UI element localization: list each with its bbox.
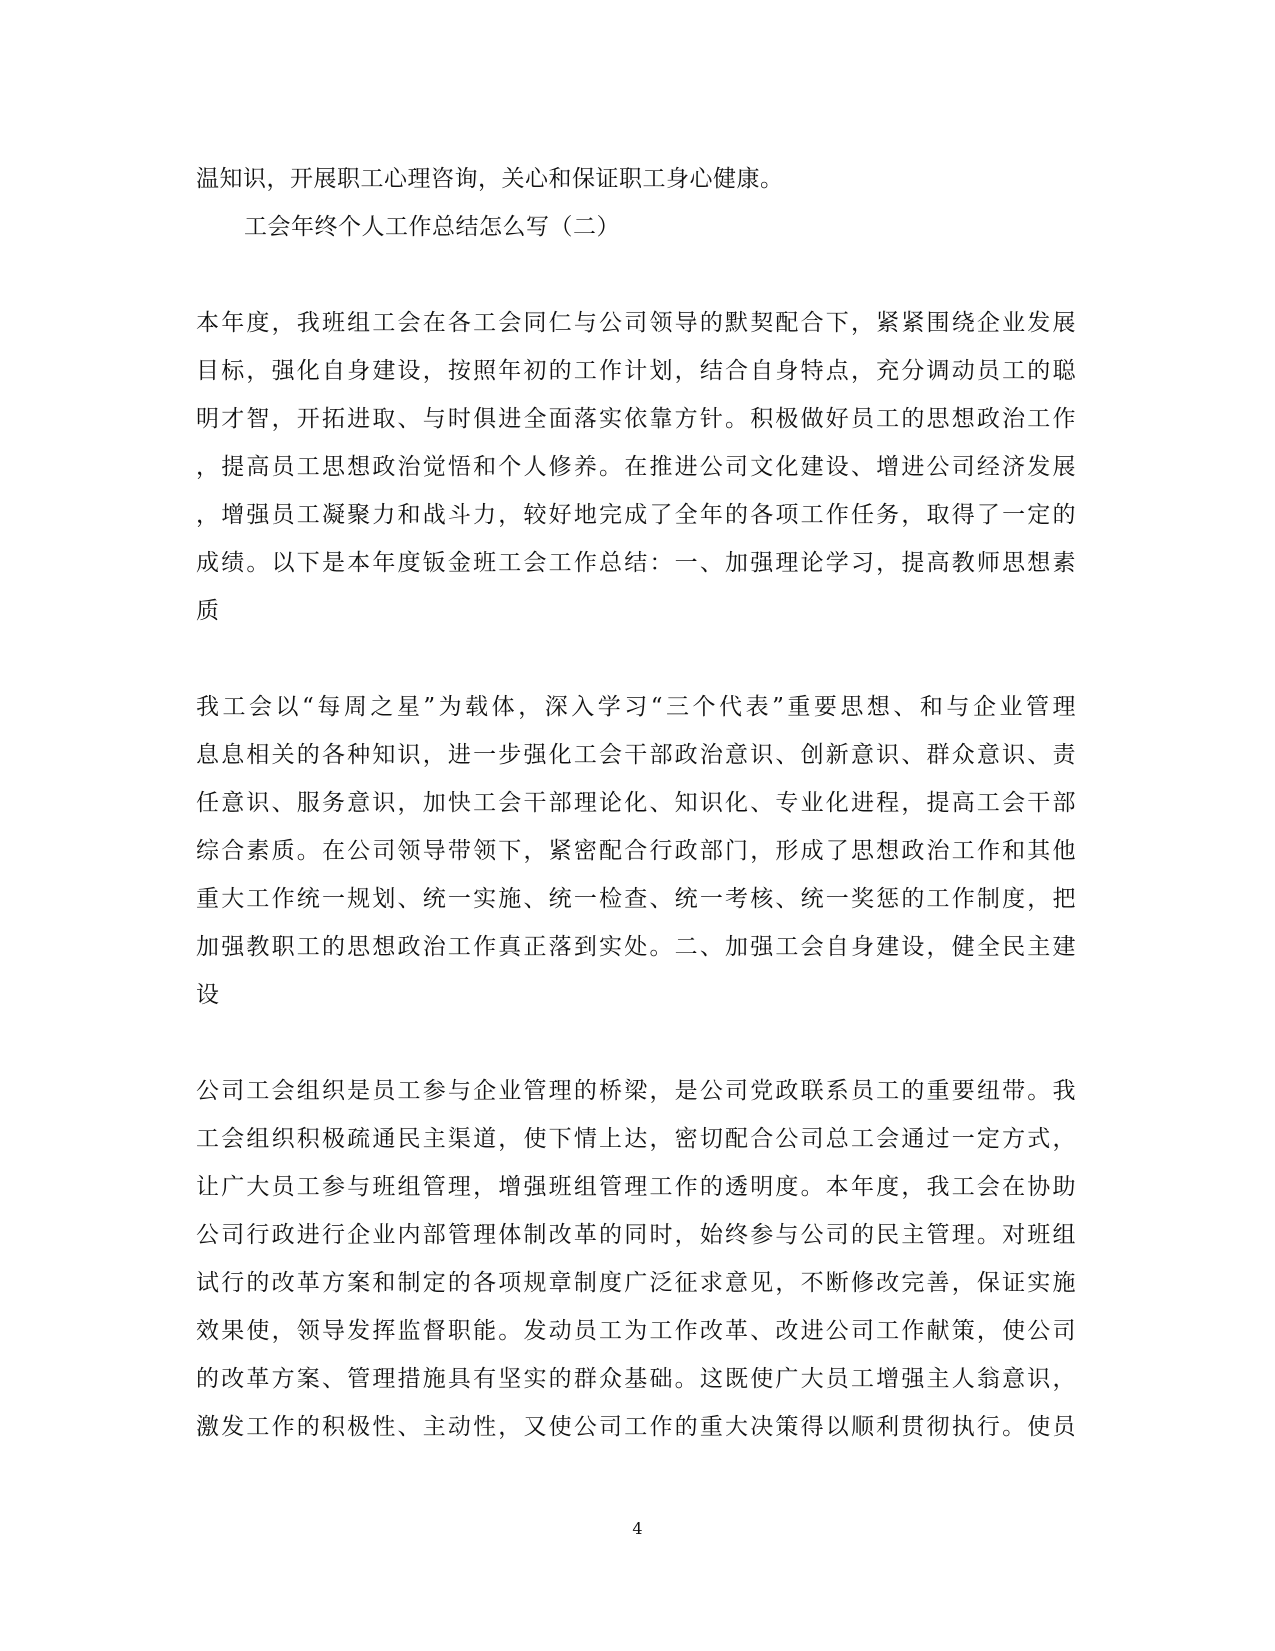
text-line: 工会组织积极疏通民主渠道，使下情上达，密切配合公司总工会通过一定方式， xyxy=(196,1126,1076,1152)
text-line: 公司行政进行企业内部管理体制改革的同时，始终参与公司的民主管理。对班组 xyxy=(196,1222,1076,1248)
text-line: 本年度，我班组工会在各工会同仁与公司领导的默契配合下，紧紧围绕企业发展 xyxy=(196,310,1076,336)
text-line: 设 xyxy=(196,982,220,1008)
text-line: ，提高员工思想政治觉悟和个人修养。在推进公司文化建设、增进公司经济发展 xyxy=(196,454,1076,480)
section-heading: 工会年终个人工作总结怎么写（二） xyxy=(244,214,620,240)
text-line: 重大工作统一规划、统一实施、统一检查、统一考核、统一奖惩的工作制度，把 xyxy=(196,886,1076,912)
text-line: 激发工作的积极性、主动性，又使公司工作的重大决策得以顺利贯彻执行。使员 xyxy=(196,1414,1076,1440)
text-line: 息息相关的各种知识，进一步强化工会干部政治意识、创新意识、群众意识、责 xyxy=(196,742,1076,768)
document-body xyxy=(196,155,1076,1451)
text-line: 明才智，开拓进取、与时俱进全面落实依靠方针。积极做好员工的思想政治工作 xyxy=(196,406,1076,432)
text-line: 效果使，领导发挥监督职能。发动员工为工作改革、改进公司工作献策，使公司 xyxy=(196,1318,1076,1344)
text-line: 让广大员工参与班组管理，增强班组管理工作的透明度。本年度，我工会在协助 xyxy=(196,1174,1076,1200)
text-line: 任意识、服务意识，加快工会干部理论化、知识化、专业化进程，提高工会干部 xyxy=(196,790,1076,816)
text-line: 目标，强化自身建设，按照年初的工作计划，结合自身特点，充分调动员工的聪 xyxy=(196,358,1076,384)
text-line: ，增强员工凝聚力和战斗力，较好地完成了全年的各项工作任务，取得了一定的 xyxy=(196,502,1076,528)
text-line: 我工会以“每周之星”为载体，深入学习“三个代表”重要思想、和与企业管理 xyxy=(196,694,1076,720)
text-line: 试行的改革方案和制定的各项规章制度广泛征求意见，不断修改完善，保证实施 xyxy=(196,1270,1076,1296)
text-line: 加强教职工的思想政治工作真正落到实处。二、加强工会自身建设，健全民主建 xyxy=(196,934,1076,960)
text-line: 的改革方案、管理措施具有坚实的群众基础。这既使广大员工增强主人翁意识， xyxy=(196,1366,1076,1392)
paragraph-gap xyxy=(196,251,1076,299)
text-line: 综合素质。在公司领导带领下，紧密配合行政部门，形成了思想政治工作和其他 xyxy=(196,838,1076,864)
paragraph-gap xyxy=(196,635,1076,683)
text-line: 质 xyxy=(196,598,220,624)
text-line: 成绩。以下是本年度钣金班工会工作总结：一、加强理论学习，提高教师思想素 xyxy=(196,550,1076,576)
text-line: 温知识，开展职工心理咨询，关心和保证职工身心健康。 xyxy=(196,166,784,192)
text-line: 公司工会组织是员工参与企业管理的桥梁，是公司党政联系员工的重要纽带。我 xyxy=(196,1078,1076,1104)
page-number: 4 xyxy=(632,1519,643,1538)
paragraph-gap xyxy=(196,1019,1076,1067)
